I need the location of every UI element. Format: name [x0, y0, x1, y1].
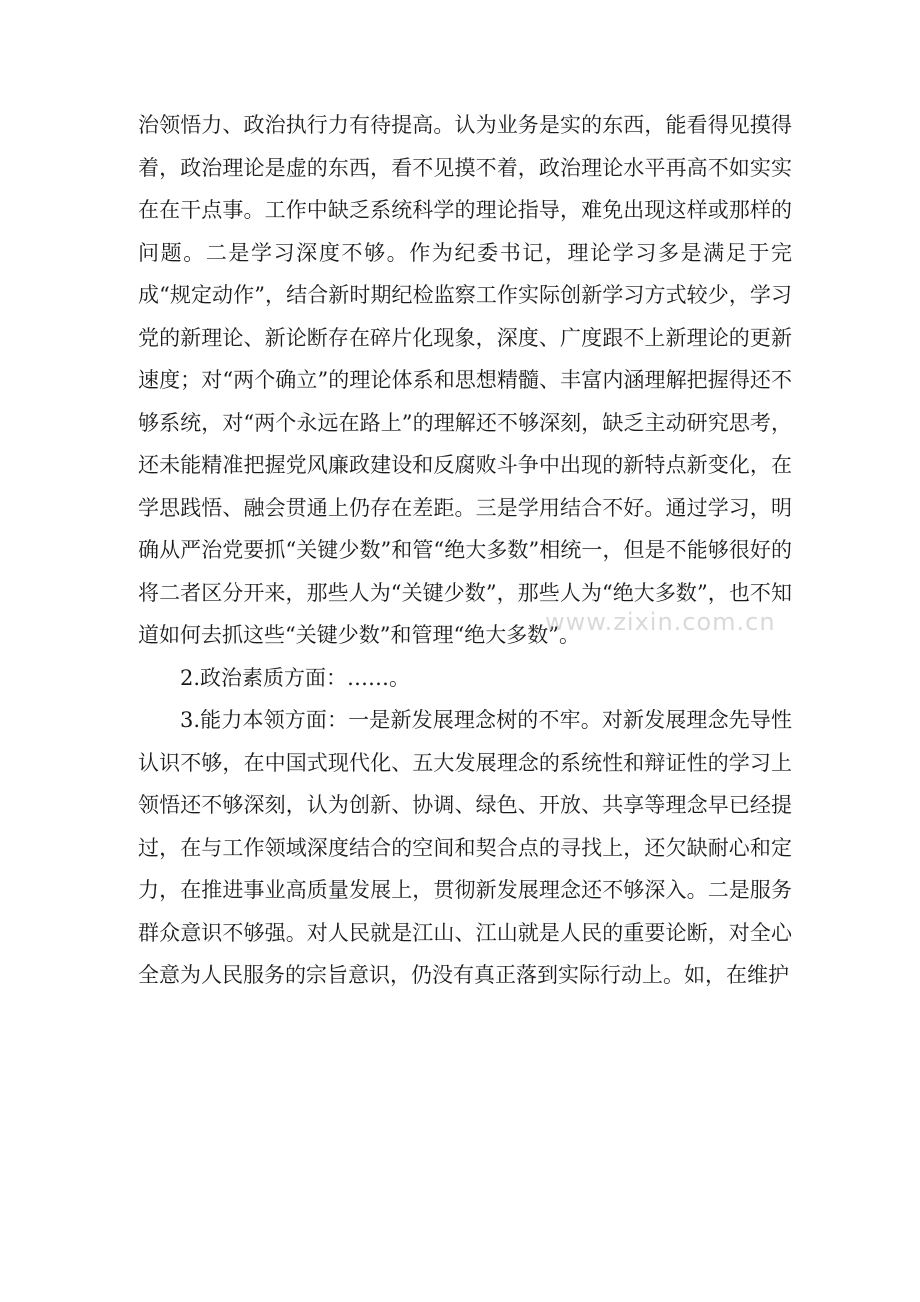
paragraph-2: 2.政治素质方面：……。	[180, 665, 411, 690]
paragraph-3: 3.能力本领方面：一是新发展理念树的不牢。对新发展理念先导性认识不够，在中国式现代化、五大发展理念的系统性和辩证性的学习上领悟还不够深刻，认为创新、协调、绿色、开放、共享等理念早已经提过，在与工作领域深度结合的空间和契合点的寻找上，还欠缺耐心和定力，在推进事业高质量发展上，贯彻新发展理念还不够深入。二是服务群众意识不够强。对人民就是江山、江山就是人民的重要论断，对全心全意为人民服务的宗旨意识，仍没有真正落到实际行动上。如，在维护	[138, 708, 792, 987]
paragraph-1: 治领悟力、政治执行力有待提高。认为业务是实的东西，能看得见摸得着，政治理论是虚的东西，看不见摸不着，政治理论水平再高不如实实在在干点事。工作中缺乏系统科学的理论指导，难免出现这样或那样的问题。二是学习深度不够。作为纪委书记，理论学习多是满足于完成“规定动作”，结合新时期纪检监察工作实际创新学习方式较少，学习党的新理论、新论断存在碎片化现象，深度、广度跟不上新理论的更新速度；对“两个确立”的理论体系和思想精髓、丰富内涵理解把握得还不够系统，对“两个永远在路上”的理解还不够深刻，缺乏主动研究思考，还未能精准把握党风廉政建设和反腐败斗争中出现的新特点新变化，在学思践悟、融会贯通上仍存在差距。三是学用结合不好。通过学习，明确从严治党要抓“关键少数”和管“绝大多数”相统一，但是不能够很好的将二者区分开来，那些人为“关键少数”，那些人为“绝大多数”，也不知道如何去抓这些“关键少数”和管理“绝大多数”。	[138, 113, 792, 647]
document-body	[138, 104, 792, 997]
watermark: www.zixin.com.cn	[545, 608, 776, 636]
